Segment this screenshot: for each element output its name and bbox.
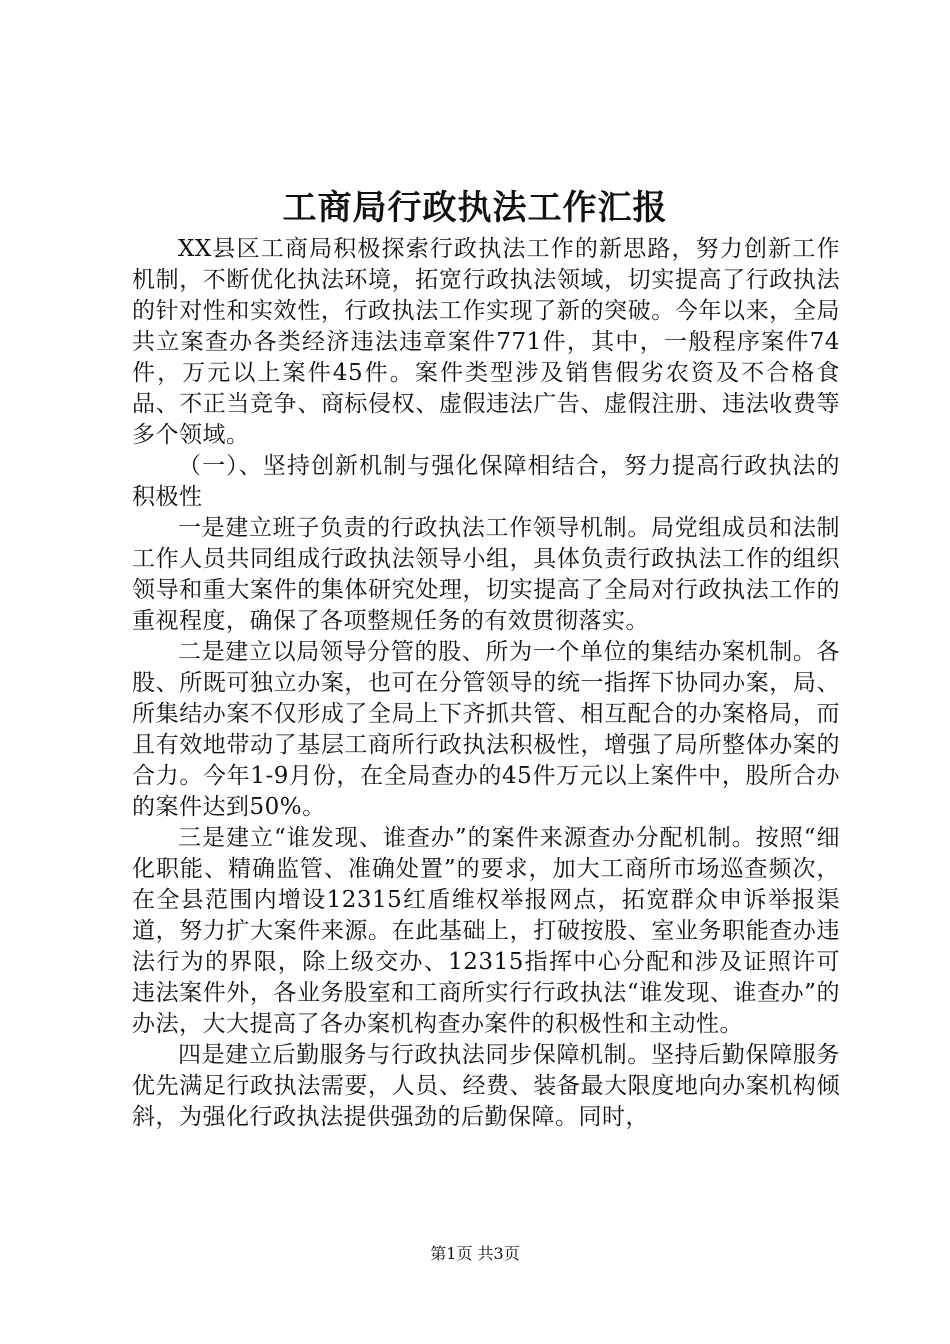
- page-number-footer: 第1页 共3页: [430, 1244, 520, 1263]
- document-title: 工商局行政执法工作汇报: [282, 188, 668, 228]
- point-four-paragraph: 四是建立后勤服务与行政执法同步保障机制。坚持后勤保障服务优先满足行政执法需要，人员、经费、装备最大限度地向办案机构倾斜，为强化行政执法提供强劲的后勤保障。同时，: [132, 1042, 840, 1130]
- intro-paragraph: XX县区工商局积极探索行政执法工作的新思路，努力创新工作机制，不断优化执法环境，拓宽行政执法领域，切实提高了行政执法的针对性和实效性，行政执法工作实现了新的突破。今年以来，全局共立案查办各类经济违法违章案件771件，其中，一般程序案件74件，万元以上案件45件。案件类型涉及销售假劣农资及不合格食品、不正当竞争、商标侵权、虚假违法广告、虚假注册、违法收费等多个领域。: [132, 236, 840, 448]
- point-one-paragraph: 一是建立班子负责的行政执法工作领导机制。局党组成员和法制工作人员共同组成行政执法领导小组，具体负责行政执法工作的组织领导和重大案件的集体研究处理，切实提高了全局对行政执法工作的重视程度，确保了各项整规任务的有效贯彻落实。: [132, 515, 840, 634]
- section-heading: （一）、坚持创新机制与强化保障相结合，努力提高行政执法的积极性: [132, 453, 840, 510]
- point-two-paragraph: 二是建立以局领导分管的股、所为一个单位的集结办案机制。各股、所既可独立办案，也可在分管领导的统一指挥下协同办案，局、所集结办案不仅形成了全局上下齐抓共管、相互配合的办案格局，而且有效地带动了基层工商所行政执法积极性，增强了局所整体办案的合力。今年1-9月份，在全局查办的45件万元以上案件中，股所合办的案件达到50%。: [132, 639, 840, 820]
- document-body: [132, 234, 840, 1133]
- point-three-paragraph: 三是建立“谁发现、谁查办”的案件来源查办分配机制。按照“细化职能、精确监管、准确处置”的要求，加大工商所市场巡查频次，在全县范围内增设12315红盾维权举报网点，拓宽群众申诉举报渠道，努力扩大案件来源。在此基础上，打破按股、室业务职能查办违法行为的界限，除上级交办、12315指挥中心分配和涉及证照许可违法案件外，各业务股室和工商所实行行政执法“谁发现、谁查办”的办法，大大提高了各办案机构查办案件的积极性和主动性。: [132, 825, 840, 1037]
